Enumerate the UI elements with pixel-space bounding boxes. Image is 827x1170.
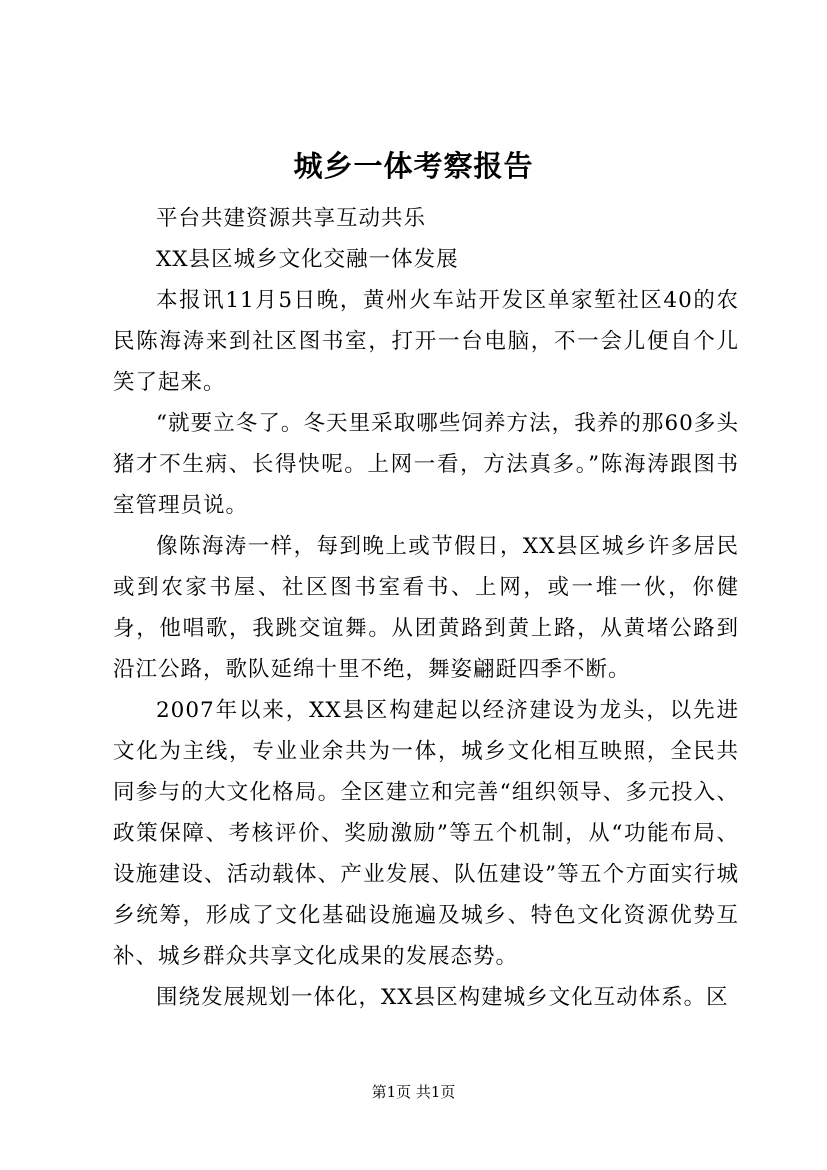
paragraph: 围绕发展规划一体化，XX县区构建城乡文化互动体系。区 <box>156 985 729 1010</box>
paragraph: 本报讯11月5日晚，黄州火车站开发区单家堑社区40的农民陈海涛来到社区图书室，打开一台电脑，不一会儿便自个儿笑了起来。 <box>113 288 739 395</box>
page-footer: 第1页 共1页 <box>371 1083 456 1101</box>
paragraph: 2007年以来，XX县区构建起以经济建设为龙头，以先进文化为主线，专业业余共为一体，城乡文化相互映照，全民共同参与的大文化格局。全区建立和完善“组织领导、多元投入、政策保障、考核评价、奖励激励”等五个机制，从“功能布局、设施建设、活动载体、产业发展、队伍建设”等五个方面实行城乡统筹，形成了文化基础设施遍及城乡、特色文化资源优势互补、城乡群众共享文化成果的发展态势。 <box>113 698 739 969</box>
document-title: 城乡一体考察报告 <box>293 149 534 183</box>
paragraph: 像陈海涛一样，每到晚上或节假日，XX县区城乡许多居民或到农家书屋、社区图书室看书、上网，或一堆一伙，你健身，他唱歌，我跳交谊舞。从团黄路到黄上路，从黄堵公路到沿江公路，歌队延绵十里不绝，舞姿翩跹四季不断。 <box>113 534 739 682</box>
subtitle-line: 平台共建资源共享互动共乐 <box>156 206 427 231</box>
subtitle-line: XX县区城乡文化交融一体发展 <box>156 247 459 272</box>
paragraph: “就要立冬了。冬天里采取哪些饲养方法，我养的那60多头猪才不生病、长得快呢。上网一看，方法真多。”陈海涛跟图书室管理员说。 <box>113 411 739 518</box>
document-body <box>113 198 739 1018</box>
